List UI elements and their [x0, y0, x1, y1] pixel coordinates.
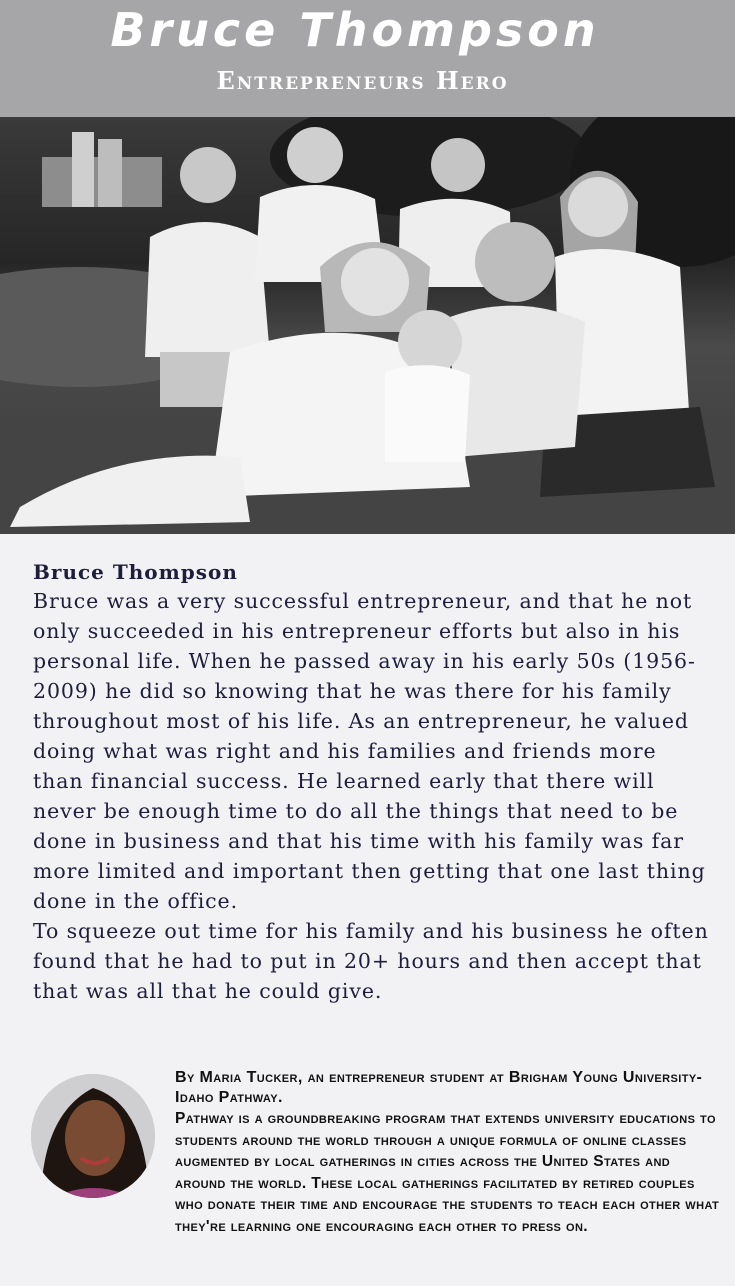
author-description: Pathway is a groundbreaking program that extends university educations to students around the world through a unique formula of online classes augmented by local gatherings in cities across the United States and around the world. These local gatherings facilitated by retired couples who donate their time and encourage the students to teach each other what they're learning one encouraging each other to press on.: [175, 1110, 720, 1235]
page-title: Bruce Thompson: [110, 3, 600, 57]
author-avatar: [31, 1074, 155, 1198]
header-banner: [0, 0, 735, 117]
family-photo: [0, 117, 735, 534]
article-paragraph: To squeeze out time for his family and his business he often found that he had to put in 20+ hours and then accept that that was all that he could give.: [33, 919, 709, 1003]
article-heading: Bruce Thompson: [33, 560, 238, 584]
author-bio: [175, 1068, 720, 1237]
author-byline: By Maria Tucker, an entrepreneur student at Brigham Young University-Idaho Pathway.: [175, 1069, 703, 1106]
article: [33, 558, 713, 1006]
page-subtitle: Entrepreneurs Hero: [216, 66, 509, 95]
article-paragraph: Bruce was a very successful entrepreneur, and that he not only succeeded in his entrepreneur efforts but also in his personal life. When he passed away in his early 50s (1956-2009) he did so knowing that he was there for his family throughout most of his life. As an entrepreneur, he valued doing what was right and his families and friends more than financial success. He learned early that there will never be enough time to do all the things that need to be done in business and that his time with his family was far more limited and important then getting that one last thing done in the office.: [33, 589, 706, 913]
